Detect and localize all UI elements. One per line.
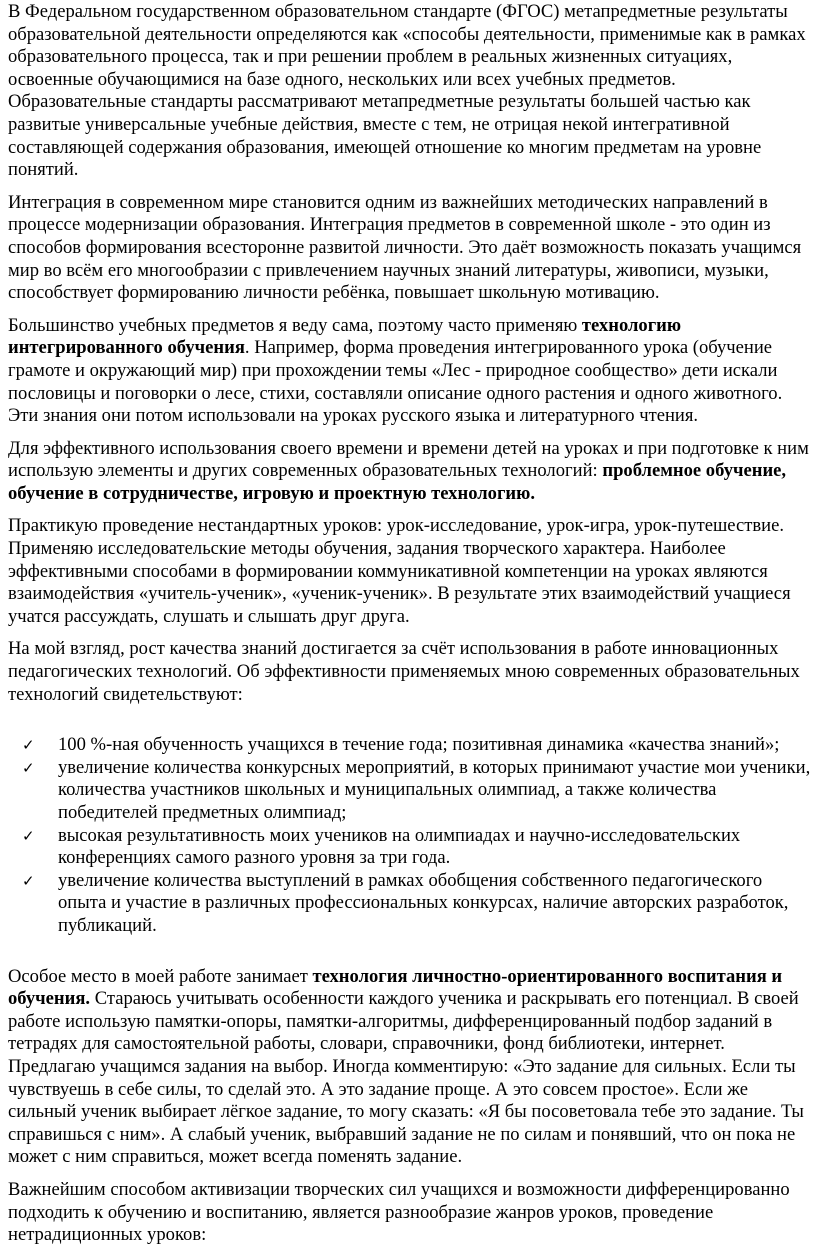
checkmark-icon: ✓ bbox=[22, 871, 35, 890]
checkmark-icon: ✓ bbox=[22, 826, 35, 845]
text: Важнейшим способом активизации творческих сил учащихся и возможности дифференцированно подходить к обучению и воспитанию, является разнообразие жанров уроков, проведение нетрадиционных уроков: bbox=[8, 1178, 790, 1246]
text: На мой взгляд, рост качества знаний достигается за счёт использования в работе инновационных педагогических технологий. Об эффективности применяемых мною современных образовательных технологий свидетельствуют: bbox=[8, 638, 800, 705]
paragraph-fgos bbox=[8, 1, 812, 182]
bold-term: проблемное обучение, обучение в сотрудничестве, игровую и проектную технологию. bbox=[8, 460, 787, 504]
bold-term: технологию интегрированного обучения bbox=[8, 314, 682, 359]
paragraph-integrated-learning bbox=[8, 315, 812, 428]
bold-term: технология личностно-ориентированного воспитания и обучения. bbox=[8, 965, 783, 1010]
checkmark-icon: ✓ bbox=[22, 736, 35, 755]
list-item bbox=[22, 734, 812, 757]
list-item bbox=[22, 824, 812, 870]
list-item-text: увеличение количества конкурсных мероприятий, в которых принимают участие мои ученики, количества участников школьных и муниципальных олимпиад, а также количества победителей предметных олимпиад; bbox=[58, 756, 811, 823]
paragraph-quality bbox=[8, 638, 812, 706]
text: В Федеральном государственном образовательном стандарте (ФГОС) метапредметные результаты образовательной деятельности определяются как «способы деятельности, применимые как в рамках образовательного процесса, так и при решении проблем в реальных жизненных ситуациях, освоенные обучающимися на базе одного, нескольких или всех учебных предметов. Образовательные стандарты рассматривают метапредметные результаты большей частью как развитые универсальные учебные действия, вместе с тем, не отрицая некой интегративной составляющей содержания образования, имеющей отношение ко многим предметам на уровне понятий. bbox=[8, 1, 806, 181]
text: Практикую проведение нестандартных уроков: урок-исследование, урок-игра, урок-путешествие. Применяю исследовательские методы обучения, задания творческого характера. Наиболее эффективными способами в формировании коммуникативной компетенции на уроках являются взаимодействия «учитель-ученик», «ученик-ученик». В результате этих взаимодействий учащиеся учатся рассуждать, слушать и слышать друг друга. bbox=[8, 515, 791, 627]
text: Для эффективного использования своего времени и времени детей на уроках и при подготовке к ним использую элементы и других современных образовательных технологий: bbox=[8, 437, 809, 482]
list-item bbox=[22, 756, 812, 825]
text: Особое место в моей работе занимает bbox=[8, 965, 313, 987]
paragraph-nonstandard-lessons bbox=[8, 515, 812, 628]
paragraph-lesson-genres bbox=[8, 1179, 812, 1247]
text: Большинство учебных предметов я веду сама, поэтому часто применяю bbox=[8, 314, 582, 336]
text: Стараюсь учитывать особенности каждого ученика и раскрывать его потенциал. В своей работе использую памятки-опоры, памятки-алгоритмы, дифференцированный подбор заданий в тетрадях для самостоятельной работы, словари, справочники, фонд библиотеки, интернет. Предлагаю учащимся задания на выбор. Иногда комментирую: «Это задание для сильных. Если ты чувствуешь в себе силы, то сделай это. А это задание проще. А это совсем простое». Если же сильный ученик выбирает лёгкое задание, то могу сказать: «Я бы посоветовала тебе это задание. Ты справишься с ним». А слабый ученик, выбравший задание не по силам и понявший, что он пока не может с ним справиться, может всегда поменять задание. bbox=[8, 988, 804, 1168]
text: . Например, форма проведения интегрированного урока (обучение грамоте и окружающий мир) при прохождении темы «Лес - природное сообщество» дети искали пословицы и поговорки о лесе, стихи, составляли описание одного растения и одного животного. Эти знания они потом использовали на уроках русского языка и литературного чтения. bbox=[8, 337, 783, 427]
checkmark-icon: ✓ bbox=[22, 758, 35, 777]
text: Интеграция в современном мире становится одним из важнейших методических направлений в процессе модернизации образования. Интеграция предметов в современной школе - это один из способов формирования всесторонне развитой личности. Это даёт возможность показать учащимся мир во всём его многообразии с привлечением научных знаний литературы, живописи, музыки, способствует формированию личности ребёнка, повышает школьную мотивацию. bbox=[8, 191, 802, 304]
paragraph-personal-oriented bbox=[8, 966, 812, 1169]
paragraph-technologies bbox=[8, 438, 812, 506]
list-item-text: 100 %-ная обученность учащихся в течение года; позитивная динамика «качества знаний»; bbox=[58, 734, 780, 756]
list-item-text: увеличение количества выступлений в рамках обобщения собственного педагогического опыта и участие в различных профессиональных конкурсах, наличие авторских разработок, публикаций. bbox=[58, 869, 789, 936]
paragraph-integration bbox=[8, 192, 812, 305]
results-list bbox=[8, 734, 812, 937]
list-item-text: высокая результативность моих учеников на олимпиадах и научно-исследовательских конференциях самого разного уровня за три года. bbox=[58, 824, 741, 869]
list-item bbox=[22, 869, 812, 938]
